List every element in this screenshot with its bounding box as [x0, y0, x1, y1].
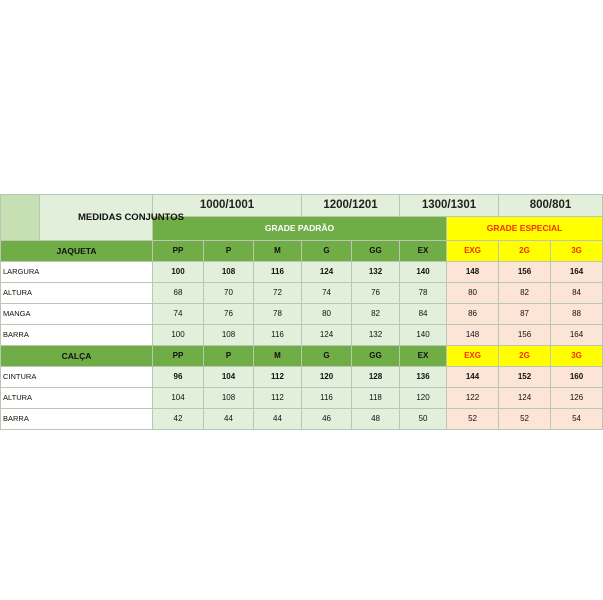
measure-cell: 156 [499, 262, 551, 283]
table-row [1, 262, 603, 283]
corner-cell [1, 195, 40, 241]
measure-cell: 126 [551, 388, 603, 409]
measure-cell: 76 [352, 283, 400, 304]
row-label: ALTURA [1, 388, 153, 409]
section-header-row [1, 346, 603, 367]
measure-cell: 70 [204, 283, 254, 304]
measure-cell: 152 [499, 367, 551, 388]
measure-cell: 108 [204, 325, 254, 346]
row-label: BARRA [1, 409, 153, 430]
measure-cell: 132 [352, 262, 400, 283]
size-header-cell: EX [400, 346, 447, 367]
measure-cell: 124 [302, 325, 352, 346]
measure-cell: 116 [254, 262, 302, 283]
size-header-cell: PP [153, 241, 204, 262]
measure-cell: 86 [447, 304, 499, 325]
size-table [0, 194, 603, 430]
measure-cell: 52 [447, 409, 499, 430]
measure-cell: 44 [254, 409, 302, 430]
measure-cell: 78 [400, 283, 447, 304]
table-row [1, 325, 603, 346]
size-header-cell: 2G [499, 346, 551, 367]
measure-cell: 68 [153, 283, 204, 304]
size-header-cell: G [302, 346, 352, 367]
row-label: CINTURA [1, 367, 153, 388]
measure-cell: 132 [352, 325, 400, 346]
row-label: BARRA [1, 325, 153, 346]
table-row [1, 283, 603, 304]
code-1000-1001: 1000/1001 [153, 195, 302, 217]
measure-cell: 84 [551, 283, 603, 304]
measure-cell: 108 [204, 262, 254, 283]
measure-cell: 72 [254, 283, 302, 304]
measure-cell: 160 [551, 367, 603, 388]
code-1300-1301: 1300/1301 [400, 195, 499, 217]
measure-cell: 74 [302, 283, 352, 304]
measure-cell: 148 [447, 325, 499, 346]
measure-cell: 118 [352, 388, 400, 409]
size-header-cell: EX [400, 241, 447, 262]
measure-cell: 100 [153, 325, 204, 346]
measure-cell: 156 [499, 325, 551, 346]
table-row [1, 409, 603, 430]
measure-cell: 148 [447, 262, 499, 283]
measure-cell: 136 [400, 367, 447, 388]
measure-cell: 46 [302, 409, 352, 430]
measure-cell: 104 [153, 388, 204, 409]
measure-cell: 164 [551, 262, 603, 283]
measure-cell: 76 [204, 304, 254, 325]
grade-padrao-header: GRADE PADRÃO [153, 217, 447, 241]
code-800-801: 800/801 [499, 195, 603, 217]
section-label: CALÇA [1, 346, 153, 367]
measure-cell: 140 [400, 262, 447, 283]
code-1200-1201: 1200/1201 [302, 195, 400, 217]
measure-cell: 100 [153, 262, 204, 283]
size-header-cell: P [204, 241, 254, 262]
grade-especial-header: GRADE ESPECIAL [447, 217, 603, 241]
measure-cell: 128 [352, 367, 400, 388]
size-table-body [1, 195, 603, 430]
measure-cell: 96 [153, 367, 204, 388]
measure-cell: 82 [499, 283, 551, 304]
size-header-cell: M [254, 241, 302, 262]
measure-cell: 164 [551, 325, 603, 346]
measure-cell: 48 [352, 409, 400, 430]
table-row [1, 304, 603, 325]
measure-cell: 52 [499, 409, 551, 430]
measure-cell: 50 [400, 409, 447, 430]
measure-cell: 87 [499, 304, 551, 325]
measure-cell: 116 [254, 325, 302, 346]
size-header-cell: EXG [447, 346, 499, 367]
size-header-cell: PP [153, 346, 204, 367]
measure-cell: 124 [499, 388, 551, 409]
size-header-cell: GG [352, 346, 400, 367]
measure-cell: 122 [447, 388, 499, 409]
table-row [1, 388, 603, 409]
measure-cell: 140 [400, 325, 447, 346]
measure-cell: 82 [352, 304, 400, 325]
section-label: JAQUETA [1, 241, 153, 262]
measure-cell: 116 [302, 388, 352, 409]
measure-cell: 108 [204, 388, 254, 409]
measure-cell: 112 [254, 388, 302, 409]
row-label: LARGURA [1, 262, 153, 283]
measure-cell: 120 [302, 367, 352, 388]
size-header-cell: 3G [551, 346, 603, 367]
measure-cell: 124 [302, 262, 352, 283]
size-header-cell: EXG [447, 241, 499, 262]
measure-cell: 80 [302, 304, 352, 325]
measure-cell: 88 [551, 304, 603, 325]
measure-cell: 84 [400, 304, 447, 325]
section-header-row [1, 241, 603, 262]
size-header-cell: 3G [551, 241, 603, 262]
measure-cell: 112 [254, 367, 302, 388]
measure-cell: 78 [254, 304, 302, 325]
row-label: ALTURA [1, 283, 153, 304]
header-codes-row [1, 195, 603, 217]
row-label: MANGA [1, 304, 153, 325]
size-header-cell: M [254, 346, 302, 367]
measure-cell: 144 [447, 367, 499, 388]
measure-cell: 44 [204, 409, 254, 430]
measure-cell: 54 [551, 409, 603, 430]
measure-cell: 74 [153, 304, 204, 325]
measure-cell: 120 [400, 388, 447, 409]
size-header-cell: G [302, 241, 352, 262]
measure-cell: 42 [153, 409, 204, 430]
table-title: MEDIDAS CONJUNTOS [40, 195, 153, 241]
size-header-cell: P [204, 346, 254, 367]
measure-cell: 80 [447, 283, 499, 304]
size-header-cell: GG [352, 241, 400, 262]
measure-cell: 104 [204, 367, 254, 388]
size-header-cell: 2G [499, 241, 551, 262]
table-row [1, 367, 603, 388]
